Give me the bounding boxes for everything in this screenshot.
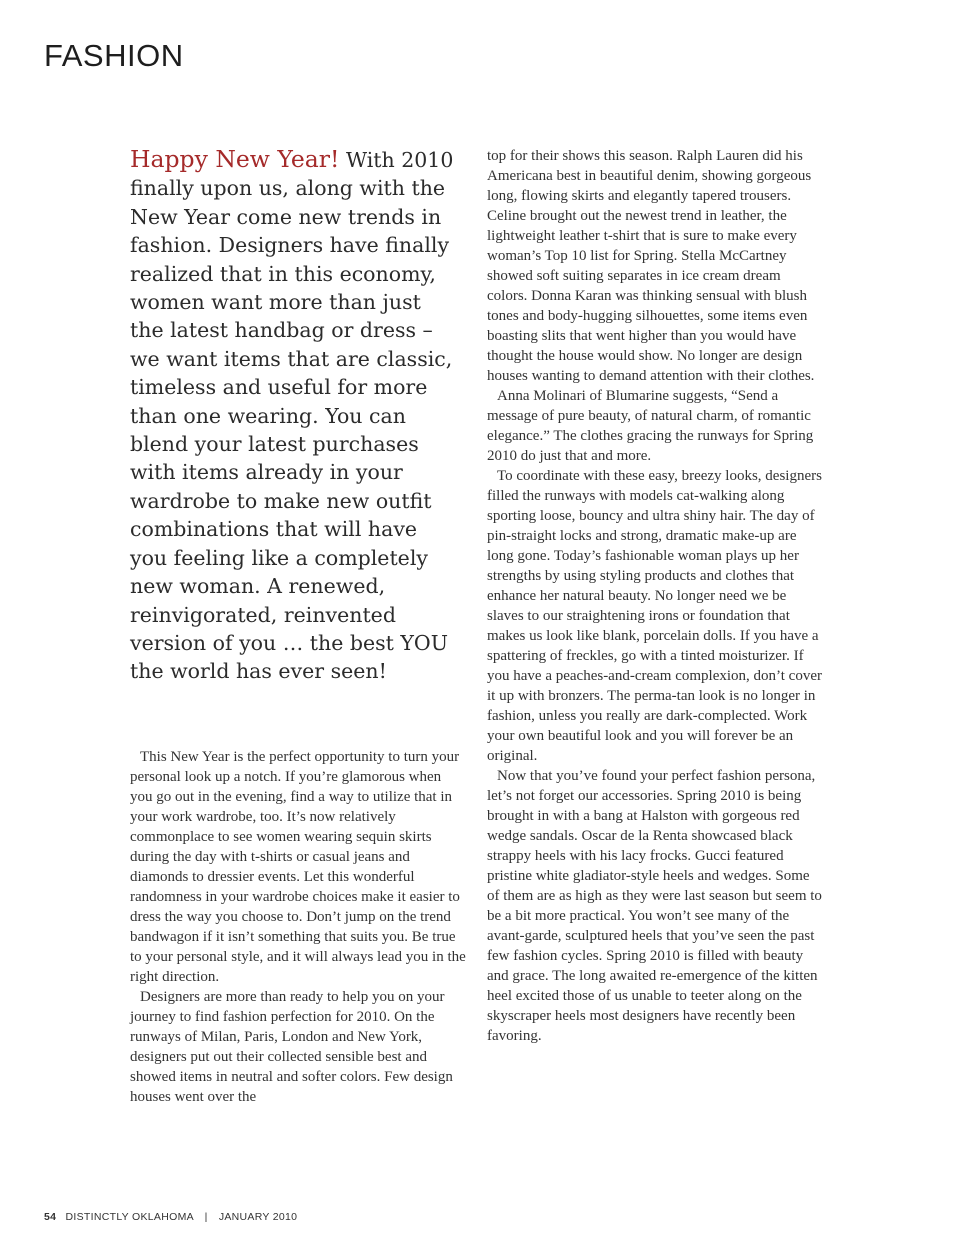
footer-separator: | [204, 1211, 208, 1223]
article-paragraph: To coordinate with these easy, breezy looks, designers filled the runways with models cat-walking along sporting loose, bouncy and ultra shiny hair. The day of pin-straight locks and strong, dramatic make-up are long gone. Today’s fashionable woman plays up her strengths by using styling products and clothes that enhance her natural beauty. No longer need we be slaves to our straightening irons or foundation that makes us look like blank, porcelain dolls. If you have a spattering of freckles, go with a tinted moisturizer. If you have a peaches-and-cream complexion, don’t cover it up with bronzers. The perma-tan look is no longer in fashion, unless you really are dark-complected. Work your own beautiful look and you will forever be an original. [487, 468, 822, 764]
article-paragraph: This New Year is the perfect opportunity to turn your personal look up a notch. If you’re glamorous when you go out in the evening, find a way to utilize that in your work wardrobe, too. It’s now relatively commonplace to see women wearing sequin skirts during the day with t-shirts or casual jeans and diamonds to dressier events. Let this wonderful randomness in your wardrobe choices make it easier to dress the way you choose to. Don’t jump on the trend bandwagon if it isn’t something that suits you. Be true to your personal style, and it will always lead you in the right direction. [130, 749, 466, 985]
article-column-left [130, 747, 466, 1107]
section-title: FASHION [44, 38, 184, 73]
article-paragraph: Designers are more than ready to help you on your journey to find fashion perfection for 2010. On the runways of Milan, Paris, London and New York, designers put out their collected sensible best and showed items in neutral and softer colors. Few design houses went over the [130, 989, 453, 1105]
page-number: 54 [44, 1211, 57, 1223]
page-footer [44, 1211, 297, 1223]
article-column-right [487, 146, 823, 1046]
intro-paragraph [130, 145, 460, 686]
intro-lead: Happy New Year! [130, 145, 340, 173]
intro-body: With 2010 finally upon us, along with the New Year come new trends in fashion. Designers have finally realized that in this economy, women want more than just the latest handbag or dress – we want items that are classic, timeless and useful for more than one wearing. You can blend your latest purchases with items already in your wardrobe to make new outfit combinations that will have you feeling like a completely new woman. A renewed, reinvigorated, reinvented version of you … the best YOU the world has ever seen! [130, 148, 454, 684]
article-paragraph: Now that you’ve found your perfect fashion persona, let’s not forget our accessories. Spring 2010 is being brought in with a bang at Halston with gorgeous red wedge sandals. Oscar de la Renta showcased black strappy heels with his lacy frocks. Gucci featured pristine white gladiator-style heels and wedges. Some of them are as high as they were last season but seem to be a bit more practical. You won’t see many of the avant-garde, sculptured heels that you’ve seen the past few fashion cycles. Spring 2010 is filled with beauty and grace. The long awaited re-emergence of the kitten heel excited those of us unable to teeter along on the skyscraper heels most designers have recently been favoring. [487, 768, 822, 1044]
publication-name: DISTINCTLY OKLAHOMA [65, 1211, 194, 1223]
article-paragraph: Anna Molinari of Blumarine suggests, “Send a message of pure beauty, of natural charm, of romantic elegance.” The clothes gracing the runways for Spring 2010 do just that and more. [487, 388, 814, 464]
article-paragraph-continued: top for their shows this season. Ralph Lauren did his Americana best in beautiful denim, showing gorgeous long, flowing skirts and elegantly tapered trousers. Celine brought out the newest trend in leather, the lightweight leather t-shirt that is sure to make every woman’s Top 10 list for Spring. Stella McCartney showed soft suiting separates in ice cream dream colors. Donna Karan was thinking sensual with blush tones and body-hugging silhouettes, some items even boasting slits that went higher than you would have thought the house would show. No longer are design houses wanting to demand attention with their clothes. [487, 148, 815, 384]
issue-date: JANUARY 2010 [218, 1211, 298, 1223]
